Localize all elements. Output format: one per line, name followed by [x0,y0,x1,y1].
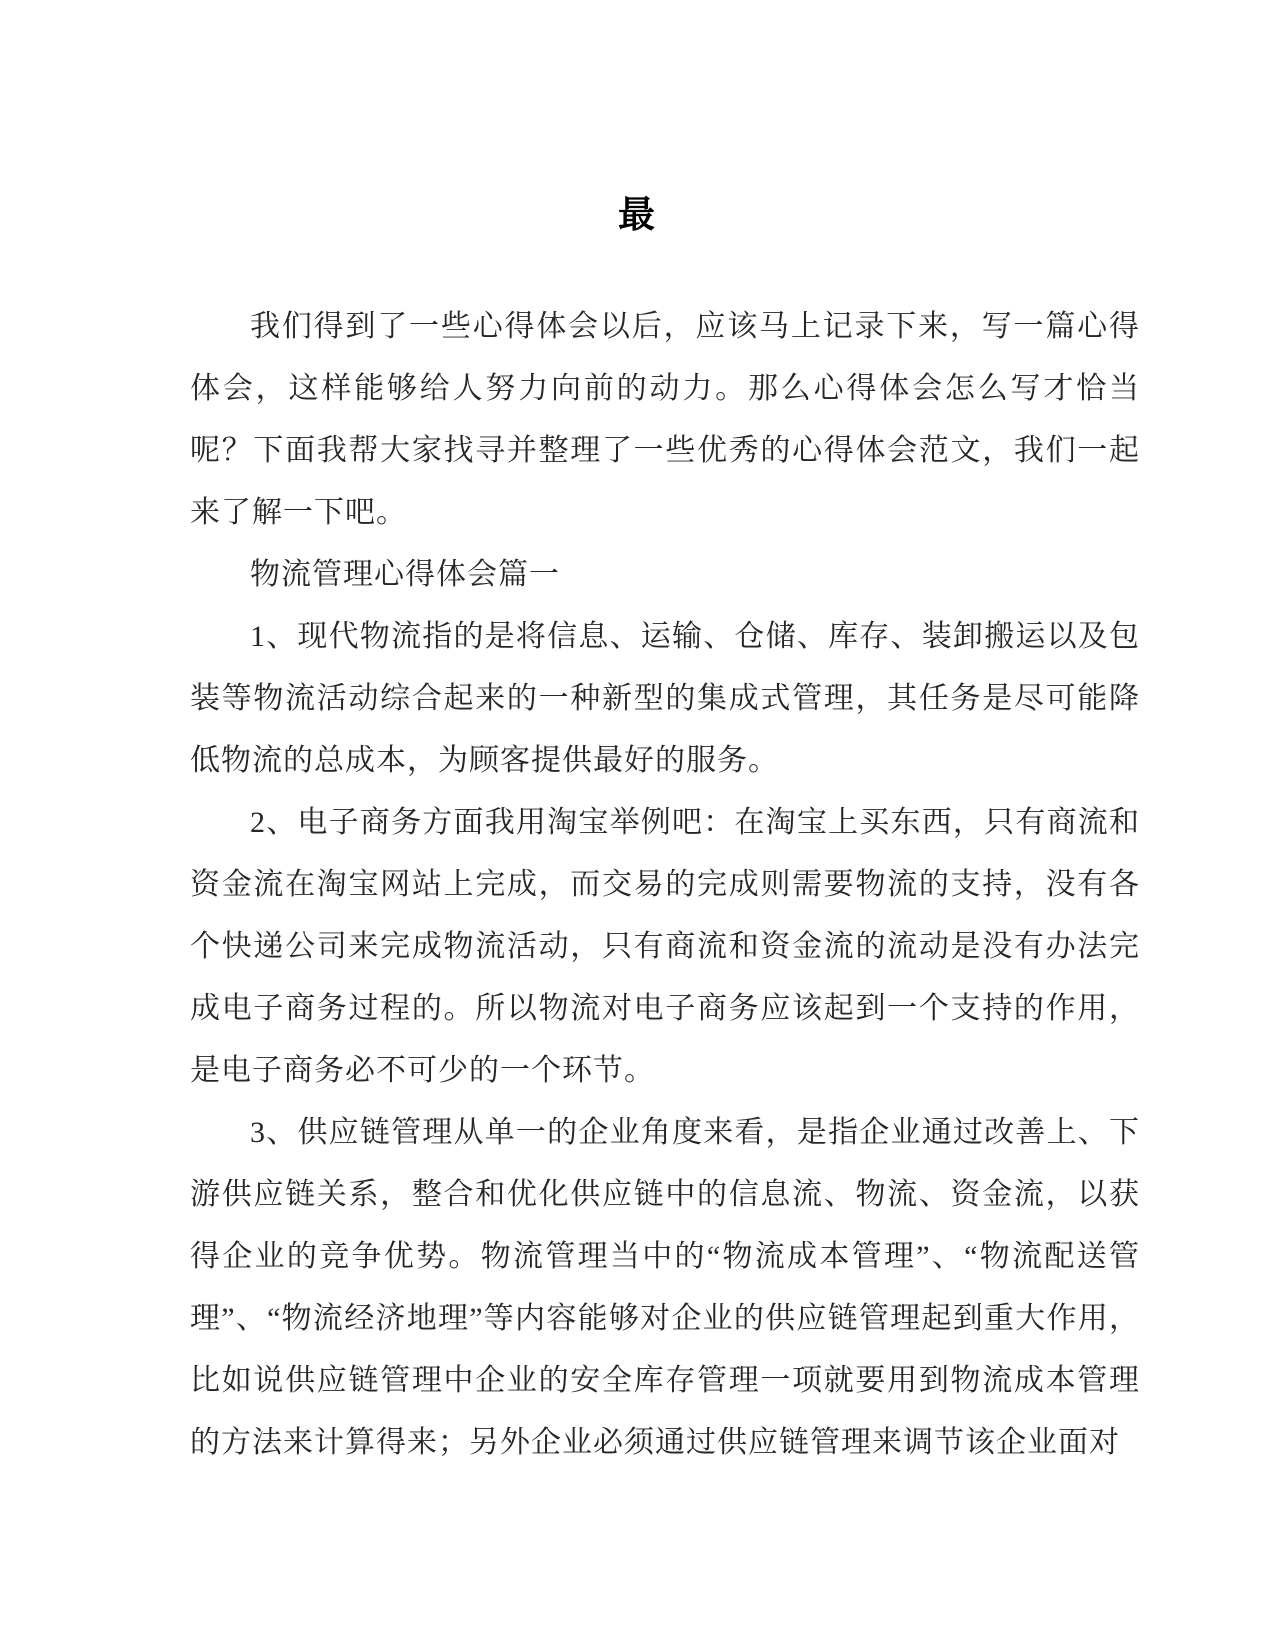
paragraph-point-2: 2、电子商务方面我用淘宝举例吧：在淘宝上买东西，只有商流和资金流在淘宝网站上完成，而交易的完成则需要物流的支持，没有各个快递公司来完成物流活动，只有商流和资金流的流动是没有办法完成电子商务过程的。所以物流对电子商务应该起到一个支持的作用，是电子商务必不可少的一个环节。 [190,806,1140,1088]
document-body [190,296,1140,1474]
document-title: 最 [618,194,657,235]
paragraph-point-3: 3、供应链管理从单一的企业角度来看，是指企业通过改善上、下游供应链关系，整合和优化供应链中的信息流、物流、资金流，以获得企业的竞争优势。物流管理当中的“物流成本管理”、“物流配送管理”、“物流经济地理”等内容能够对企业的供应链管理起到重大作用，比如说供应链管理中企业的安全库存管理一项就要用到物流成本管理的方法来计算得来；另外企业必须通过供应链管理来调节该企业面对 [190,1116,1140,1460]
paragraph-intro: 我们得到了一些心得体会以后，应该马上记录下来，写一篇心得体会，这样能够给人努力向前的动力。那么心得体会怎么写才恰当呢？下面我帮大家找寻并整理了一些优秀的心得体会范文，我们一起来了解一下吧。 [190,310,1140,530]
paragraph-section-heading: 物流管理心得体会篇一 [250,558,560,592]
paragraph-point-1: 1、现代物流指的是将信息、运输、仓储、库存、装卸搬运以及包装等物流活动综合起来的一种新型的集成式管理，其任务是尽可能降低物流的总成本，为顾客提供最好的服务。 [190,620,1140,778]
